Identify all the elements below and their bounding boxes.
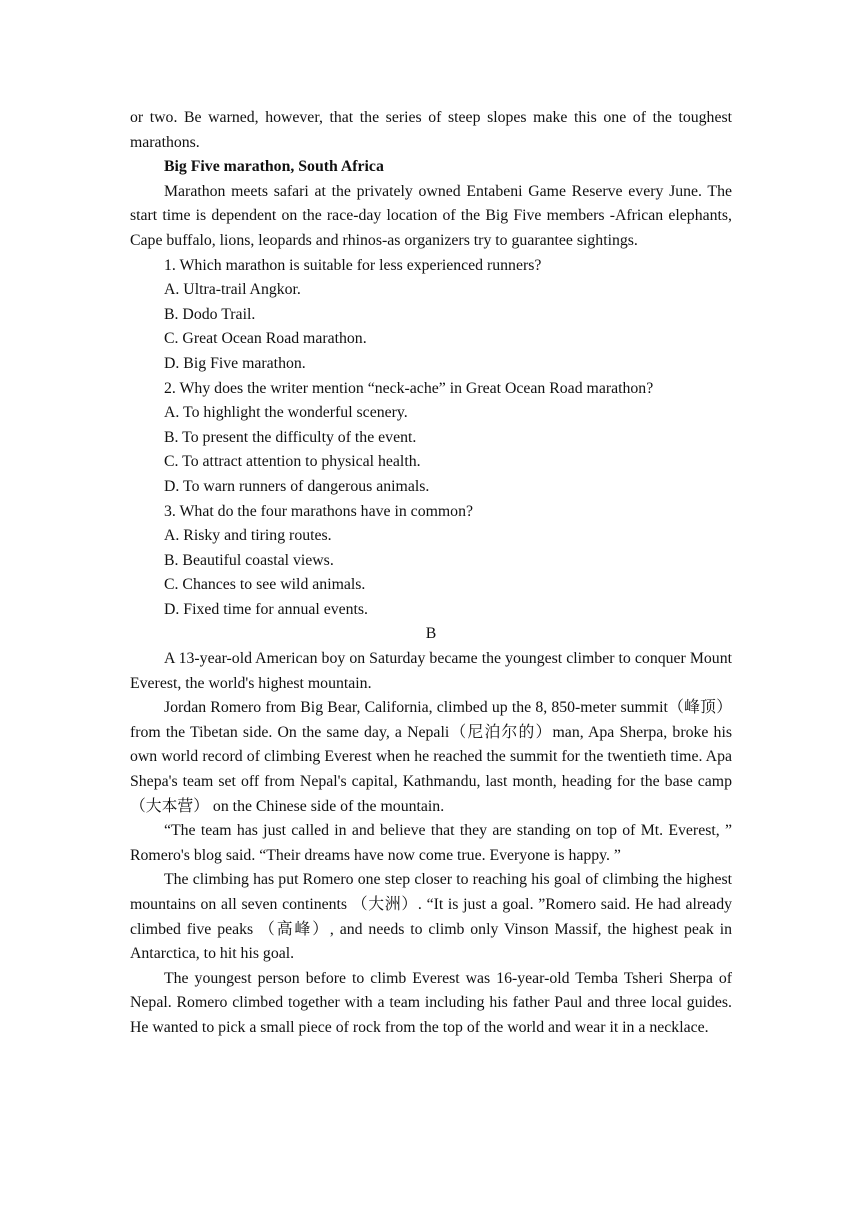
- passage-b-paragraph: The climbing has put Romero one step closer to reaching his goal of climbing the highest mountains on all seven continents （大洲）. “It is just a goal. ”Romero said. He had already climbed five peaks （高峰）, and needs to climb only Vinson Massif, the highest peak in Antarctica, to hit his goal.: [130, 871, 732, 963]
- answer-option: B. Dodo Trail.: [164, 305, 256, 323]
- passage-b-paragraph: A 13-year-old American boy on Saturday became the youngest climber to conquer Mount Everest, the world's highest mountain.: [130, 650, 732, 692]
- answer-option: C. Great Ocean Road marathon.: [164, 330, 367, 348]
- big-five-heading: Big Five marathon, South Africa: [164, 158, 384, 176]
- answer-option: B. To present the difficulty of the event.: [164, 428, 417, 446]
- passage-b-label: B: [425, 625, 437, 643]
- answer-option: A. To highlight the wonderful scenery.: [164, 404, 408, 422]
- passage-b-paragraph: Jordan Romero from Big Bear, California, climbed up the 8, 850-meter summit（峰顶） from the Tibetan side. On the same day, a Nepali（尼泊尔的）man, Apa Sherpa, broke his own world record of climbing Everest when he reached the summit for the twentieth time. Apa Shepa's team set off from Nepal's capital, Kathmandu, last month, heading for the base camp（大本营） on the Chinese side of the mountain.: [130, 699, 732, 815]
- answer-option: B. Beautiful coastal views.: [164, 551, 334, 569]
- question-2: [130, 377, 732, 500]
- answer-option: D. Fixed time for annual events.: [164, 600, 368, 618]
- question-stem: 1. Which marathon is suitable for less experienced runners?: [164, 256, 542, 274]
- answer-option: A. Risky and tiring routes.: [164, 527, 332, 545]
- passage-b-paragraph: The youngest person before to climb Everest was 16-year-old Temba Tsheri Sherpa of Nepal. Romero climbed together with a team including his father Paul and three local guides. He wanted to pick a small piece of rock from the top of the world and wear it in a necklace.: [130, 969, 732, 1036]
- passage-a-intro-tail: or two. Be warned, however, that the series of steep slopes make this one of the toughest marathons.: [130, 109, 732, 151]
- passage-b-paragraph: “The team has just called in and believe that they are standing on top of Mt. Everest, ” Romero's blog said. “Their dreams have now come true. Everyone is happy. ”: [130, 822, 732, 864]
- question-1: [130, 254, 732, 377]
- answer-option: D. To warn runners of dangerous animals.: [164, 477, 430, 495]
- document-body: [130, 106, 732, 1041]
- answer-option: D. Big Five marathon.: [164, 354, 306, 372]
- answer-option: A. Ultra-trail Angkor.: [164, 281, 301, 299]
- answer-option: C. To attract attention to physical health.: [164, 453, 421, 471]
- question-3: [130, 500, 732, 623]
- question-stem: 3. What do the four marathons have in common?: [164, 502, 473, 520]
- question-stem: 2. Why does the writer mention “neck-ache” in Great Ocean Road marathon?: [164, 379, 654, 397]
- answer-option: C. Chances to see wild animals.: [164, 576, 366, 594]
- big-five-paragraph: Marathon meets safari at the privately owned Entabeni Game Reserve every June. The start time is dependent on the race-day location of the Big Five members -African elephants, Cape buffalo, lions, leopards and rhinos-as organizers try to guarantee sightings.: [130, 182, 732, 249]
